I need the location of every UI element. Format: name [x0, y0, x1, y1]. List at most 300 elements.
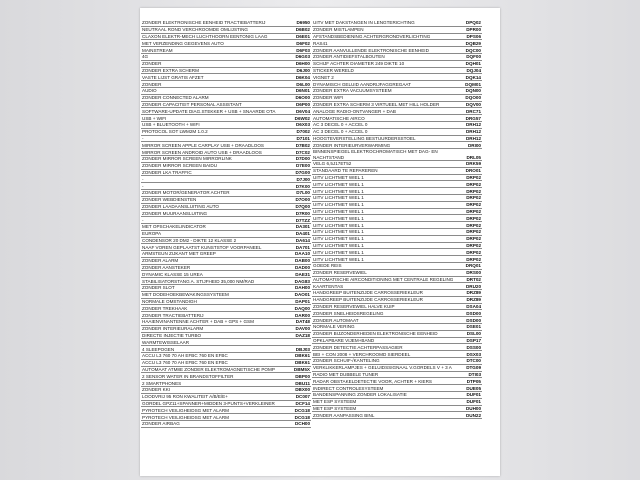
option-code: DQK14 [465, 74, 481, 80]
option-row [141, 170, 311, 177]
option-description: DIRECTE INJECTIE TURBO [142, 333, 202, 339]
option-row [141, 197, 311, 204]
option-description: INDIRECT CONTROLESYSTEEM [313, 385, 384, 391]
option-description: RADAR OBSTAKELDETECTIE VOOR, ACHTER + KIERS [313, 378, 432, 384]
option-description: STANDAARD TE REPAREREN [313, 168, 378, 174]
option-code: DAZ18 [295, 333, 310, 339]
option-row [141, 115, 311, 122]
option-row [141, 47, 311, 54]
option-description: GORDEL GPZ11+SPANNER+MIDDEN 3-PUNTS+VERKLEINER [142, 401, 275, 407]
option-row [312, 175, 482, 182]
option-row [312, 68, 482, 75]
option-description: PROTOCOL SOT LWM2M 1.0.2 [142, 129, 208, 135]
option-code: DUH00 [465, 406, 481, 412]
document-sheet [140, 8, 500, 476]
option-row [312, 243, 482, 250]
option-description: ARMSTEUN ZIJKANT MET GREEP [142, 251, 216, 257]
option-description: - [142, 176, 144, 182]
option-description: ZONDER MUURAANSLUITING [142, 210, 208, 216]
option-description: BINNENSPIEGEL ELEKTROCHROMATISCH MET DAG- EN NACHTSTAND [313, 149, 438, 160]
option-description: ACCU L3 760 70 AH EFBC 760 EN EFBC [142, 353, 228, 359]
option-description: ZONDER DETECTIE ACHTERPASSAGIER [313, 344, 403, 350]
option-description: ZONDER KKI [142, 387, 171, 393]
option-code: DQH01 [465, 61, 481, 67]
option-row [141, 34, 311, 41]
option-code: D6L00 [296, 81, 310, 87]
option-description: BANDENSPANNING ZONDER LOKALISATIE [313, 392, 407, 398]
option-row [312, 310, 482, 317]
option-code: D7O00 [295, 197, 310, 203]
option-row [312, 188, 482, 195]
option-description: ZONDER ELEKTRONISCHE EENHEID TRACTIEBATTERIJ [142, 20, 266, 26]
option-code: DA614 [295, 237, 310, 243]
option-row [312, 249, 482, 256]
option-description: ZONDER AUTOMAAT [313, 317, 359, 323]
option-row [312, 392, 482, 399]
option-description: MET DODEHOEKBEWAKINGSSYSTEEM [142, 292, 229, 298]
option-row [141, 292, 311, 299]
option-row [141, 339, 311, 346]
option-row [141, 88, 311, 95]
option-description: - [142, 217, 144, 223]
option-row [141, 204, 311, 211]
option-code: D6K04 [295, 74, 310, 80]
option-code: DRP02 [466, 249, 481, 255]
option-description: HANDGREEP BUITENZIJDE CARROSSERIEKLEUR [313, 297, 423, 303]
option-code: DAQ00 [294, 305, 310, 311]
option-code: DRP02 [466, 181, 481, 187]
option-code: DRP02 [466, 242, 481, 248]
option-code: DRI00 [467, 142, 481, 148]
option-row [141, 346, 311, 353]
option-description: ANALOGE RADIO-ONTVANGER + DAB [313, 108, 397, 114]
option-code: D7C02 [295, 149, 310, 155]
option-row [141, 61, 311, 68]
option-row [141, 353, 311, 360]
option-description: 4G [142, 54, 149, 60]
option-code: DSS00 [466, 344, 481, 350]
option-row [312, 215, 482, 222]
option-row [141, 224, 311, 231]
option-row [312, 304, 482, 311]
option-code: DRP02 [466, 208, 481, 214]
option-code: DQC00 [465, 47, 481, 53]
option-code: D7G00 [295, 169, 310, 175]
option-code: DBP00 [295, 373, 310, 379]
option-row [312, 331, 482, 338]
option-description: ZONDER SNELHEIDSREGELING [313, 310, 384, 316]
option-description: - [142, 183, 144, 189]
option-code: DAV00 [295, 326, 310, 332]
option-description: ZONDER LKA TRAFFIC [142, 169, 192, 175]
option-code: DRL05 [466, 154, 481, 160]
option-row [141, 326, 311, 333]
option-row [312, 385, 482, 392]
option-code: DRQ01 [465, 263, 481, 269]
option-row [141, 271, 311, 278]
option-description: HOOGTEVERSTELLING BESTUURDERSSTOEL [313, 135, 416, 141]
option-row [312, 88, 482, 95]
option-code: DAG83 [294, 278, 310, 284]
option-description: NORMALE VERING [313, 324, 355, 330]
option-row [141, 401, 311, 408]
option-code: DTP05 [466, 378, 481, 384]
option-code: D6F02 [296, 40, 310, 46]
option-code: DA401 [295, 231, 310, 237]
option-row [141, 176, 311, 183]
option-description: NAAF VOREN GEPLAATST KUNSTSTOF VOORPANEEL [142, 244, 262, 250]
option-code: D7D00 [295, 156, 310, 162]
option-description: ZONDER AANVULLENDE ELEKTRONISCHE EENHEID [313, 47, 429, 53]
option-row [312, 202, 482, 209]
option-description: UITV LICHTMET WIEL 1 [313, 222, 364, 228]
option-code: DRK59 [465, 161, 481, 167]
option-code: D7TZZ [295, 217, 310, 223]
option-description: AC 3 DECEL 0 + ACCEL 0 [313, 129, 368, 135]
option-code: DPS06 [466, 33, 481, 39]
option-description: STICKER WERELD [313, 67, 354, 73]
option-row [141, 333, 311, 340]
option-code: DCG18 [294, 407, 310, 413]
option-code: DBU11 [295, 380, 310, 386]
option-description: - [142, 135, 144, 141]
option-row [312, 102, 482, 109]
option-row [312, 256, 482, 263]
option-code: DRH12 [465, 129, 481, 135]
option-description: ZONDER AANPASSING BINL [313, 412, 375, 418]
option-description: ZONDER MIRROR SCREEN BAIDU [142, 163, 218, 169]
option-code: DCG18 [294, 414, 310, 420]
option-code: DSD00 [466, 317, 481, 323]
option-description: ZONDER RESERVEWIEL [313, 270, 367, 276]
option-description: ZONDER LAADAANSLUITING AUTO [142, 203, 220, 209]
option-code: DQN00 [465, 88, 481, 94]
option-description: ZONDER TREKHAAK [142, 305, 188, 311]
option-row [141, 319, 311, 326]
option-code: DAR00 [294, 312, 310, 318]
option-description: UITV LICHTMET WIEL 1 [313, 256, 364, 262]
option-description: GOEDE REIS [313, 263, 342, 269]
option-code: D6E01 [295, 33, 310, 39]
option-description: ZONDER INTERIEURALARM [142, 326, 204, 332]
option-row [312, 20, 482, 27]
option-row [141, 380, 311, 387]
option-row [141, 149, 311, 156]
option-description: DYNAMIC KLASSE 15 UREA [142, 271, 203, 277]
option-row [141, 27, 311, 34]
option-code: D6N01 [295, 88, 310, 94]
option-code: DRH12 [465, 122, 481, 128]
option-description: USB + BLUETOOTH + WIFI [142, 122, 200, 128]
option-row [141, 95, 311, 102]
option-row [141, 407, 311, 414]
option-code: D7002 [296, 129, 310, 135]
option-description: UITV LICHTMET WIEL 1 [313, 249, 364, 255]
option-code: D6W02 [294, 115, 310, 121]
option-description: AUTOMATISCHE AIRCO [313, 115, 365, 121]
option-code: DRP02 [466, 188, 481, 194]
option-description: UITV LICHTMET WIEL 1 [313, 174, 364, 180]
option-code: DQV00 [465, 101, 481, 107]
option-row [312, 270, 482, 277]
option-description: MAINSTREAM [142, 47, 173, 53]
option-row [141, 68, 311, 75]
option-code: DQF00 [466, 54, 481, 60]
option-description: UITV MET DAKSTANGEN IN LENGTERICHTING [313, 20, 415, 26]
option-row [312, 115, 482, 122]
option-description: MET ESP SYSTEEM [313, 406, 357, 412]
option-description: PYROTECH VEILIGHEIDSG MET ALARM [142, 414, 229, 420]
option-row [312, 358, 482, 365]
option-row [312, 229, 482, 236]
option-row [312, 54, 482, 61]
option-description: DYNAMISCH GELUID AANDRIJFAGGREGAAT [313, 81, 411, 87]
option-row [312, 142, 482, 149]
option-description: ZONDER BIJZONDERHEDEN ELEKTRONISCHE EENHEID [313, 331, 438, 337]
option-code: DSX03 [466, 351, 481, 357]
option-row [141, 414, 311, 421]
option-code: DQO00 [465, 95, 481, 101]
option-row [312, 236, 482, 243]
option-description: UITV LICHTMET WIEL 1 [313, 208, 364, 214]
option-code: D6G03 [295, 54, 310, 60]
option-description: UITV LICHTMET WIEL 1 [313, 229, 364, 235]
option-description: 2 SMARTPHONES [142, 380, 182, 386]
option-row [141, 265, 311, 272]
option-description: STABILISATORSTANG A. STIJFHEID 35,000 NM/RAD [142, 278, 255, 284]
option-description: NEUTRAAL ROND VERCHROOMDE OMLIJSTING [142, 27, 249, 33]
option-row [141, 142, 311, 149]
option-code: D6H00 [295, 61, 310, 67]
option-row [312, 149, 482, 161]
option-row [312, 283, 482, 290]
option-description: AUDIO [142, 88, 157, 94]
option-code: D6P00 [295, 101, 310, 107]
option-code: DRP02 [466, 236, 481, 242]
option-row [312, 122, 482, 129]
option-description: ACCU L3 760 70 AH EFBC 760 EN EFBC [142, 360, 228, 366]
option-row [141, 102, 311, 109]
option-code: DAE31 [295, 271, 310, 277]
option-description: AC 3 DECEL 0 + ACCEL 0 [313, 122, 368, 128]
option-code: DPQ02 [465, 20, 481, 26]
option-row [141, 183, 311, 190]
option-row [312, 61, 482, 68]
option-row [312, 406, 482, 413]
option-code: DRU20 [465, 283, 481, 289]
option-row [312, 290, 482, 297]
option-row [312, 372, 482, 379]
option-code: DBK61 [294, 353, 310, 359]
option-code: D6B02 [295, 27, 310, 33]
option-description: SOFTWARE-UPDATE DIAG.STEKKER + USB + SNAARDE OTA [142, 108, 276, 114]
option-code: DA701 [295, 244, 310, 250]
option-code: DAT48 [295, 319, 310, 325]
option-row [141, 40, 311, 47]
option-code: DQM01 [465, 81, 481, 87]
option-description: HANDGREEP BUITENZIJDE CARROSSERIEKLEUR [313, 290, 423, 296]
option-code: DUN22 [465, 412, 481, 418]
option-description: UITV LICHTMET WIEL 1 [313, 195, 364, 201]
option-row [312, 129, 482, 136]
option-description: ZONDER ALARM [142, 258, 179, 264]
option-description: 2 SENSOR WATER IN BRANDSTOFFILTER [142, 373, 234, 379]
option-description: ZONDER AIRBAG [142, 421, 180, 427]
option-code: DQJ04 [466, 67, 481, 73]
option-code: DRG57 [465, 115, 481, 121]
option-row [141, 122, 311, 129]
option-code: DRZ89 [466, 297, 481, 303]
option-code: DC007 [295, 394, 310, 400]
option-row [312, 338, 482, 345]
option-row [141, 258, 311, 265]
option-row [141, 231, 311, 238]
option-row [141, 108, 311, 115]
option-row [312, 136, 482, 143]
option-row [141, 299, 311, 306]
option-row [141, 74, 311, 81]
option-row [141, 190, 311, 197]
option-description: ZONDER [142, 81, 162, 87]
option-code: D7J00 [296, 176, 310, 182]
option-description: UITV LICHTMET WIEL 1 [313, 236, 364, 242]
option-code: DBK61 [294, 360, 310, 366]
option-code: DQB29 [465, 40, 481, 46]
option-row [141, 238, 311, 245]
option-description: NORMALE OMSTANDIGH [142, 299, 197, 305]
option-row [141, 20, 311, 27]
option-code: DCF14 [295, 401, 310, 407]
option-description: USB + WIFI [142, 115, 167, 121]
option-code: DBJ03 [295, 346, 310, 352]
option-description: ZONDER EXTRA SCHERM 3 VIRTUEEL MET HILL HOLDER [313, 101, 440, 107]
option-code: DUE05 [466, 385, 481, 391]
option-code: DSL00 [466, 331, 481, 337]
option-row [312, 95, 482, 102]
option-description: PYROTECH VEILIGHEIDSG MET ALARM [142, 407, 229, 413]
option-description: WARMTEWISSELAAR [142, 339, 190, 345]
option-row [141, 210, 311, 217]
option-row [312, 297, 482, 304]
option-description: ZONDER EXTRA SCHERM [142, 67, 199, 73]
option-description: EUROPA [142, 231, 162, 237]
option-description: ZONDER INTERIEURVERWARMING [313, 142, 391, 148]
option-description: UITV LICHTMET WIEL 1 [313, 202, 364, 208]
option-description: ZONDER TRACTIEBATTERIJ [142, 312, 204, 318]
option-code: DSD00 [466, 310, 481, 316]
option-row [141, 251, 311, 258]
option-description: KAARTENTAS [313, 283, 344, 289]
option-row [312, 222, 482, 229]
option-description: BEI + CON 2008 + VERCHROOMD SIERDEEL [313, 351, 411, 357]
option-row [141, 285, 311, 292]
option-code: DUF01 [466, 399, 481, 405]
option-row [141, 278, 311, 285]
option-code: D6V04 [295, 108, 310, 114]
option-code: DA301 [295, 224, 310, 230]
option-row [141, 136, 311, 143]
option-description: ZONDER CONNECTED ALARM [142, 95, 209, 101]
option-code: D6950 [296, 20, 310, 26]
option-description: ZONDER EXTRA VACUUMSYSTEEM [313, 88, 392, 94]
option-description: VERKLIKKERLAMPJES + GELUIDSSIGNAAL V.GORDELS V + 3 A [313, 365, 452, 371]
option-description: CLAXON ELEKTR-MECH LUCHTHOORN EENTONIG LAAG [142, 33, 268, 39]
option-description: MET OPSCHAKELINDICATOR [142, 224, 206, 230]
option-description: SCHIJF ACHTER DIAMETER 249 DIKTE 10 [313, 61, 405, 67]
option-code: DTG09 [466, 365, 481, 371]
option-code: DSP17 [466, 338, 481, 344]
option-row [141, 387, 311, 394]
option-code: DRZ89 [466, 290, 481, 296]
option-description: AUTOMATISCHE AIRCONDITIONING MET CENTRALE REGELING [313, 276, 454, 282]
option-description: UITV LICHTMET WIEL 1 [313, 181, 364, 187]
option-description: ZONDER RESERVEWIEL HALVE KUIP [313, 304, 395, 310]
option-row [312, 27, 482, 34]
option-row [141, 373, 311, 380]
option-description: ZONDER CAPACITEIT PERSONAL ASSISTANT [142, 101, 242, 107]
option-code: DAB00 [294, 258, 310, 264]
option-description: ZONDER WEBDIENSTEN [142, 197, 197, 203]
option-row [312, 161, 482, 168]
option-code: DRO01 [465, 168, 481, 174]
option-row [312, 317, 482, 324]
option-description: RAS41 [313, 40, 328, 46]
option-description: HAAIENVINANTENNE ACHTER + DAB + GPS + GSM [142, 319, 254, 325]
option-code: D7L00 [296, 190, 310, 196]
option-code: DPR00 [466, 27, 481, 33]
option-description: CONDENSOR 20 DM2 - DIKTE 12 KLASSE 2 [142, 237, 237, 243]
option-description: AFSTANDSBEDIENING ACHTERGRONDVERLICHTING [313, 33, 431, 39]
option-code: DAP01 [295, 299, 310, 305]
option-code: DRP02 [466, 229, 481, 235]
option-description: VASTE LIJST GRATIS AFZET [142, 74, 204, 80]
option-code: DRS00 [466, 270, 481, 276]
option-description: ZONDER MISTLAMPEN [313, 27, 364, 33]
option-description: UITV LICHTMET WIEL 1 [313, 215, 364, 221]
option-row [312, 351, 482, 358]
option-row [141, 81, 311, 88]
option-description: UITV LICHTMET WIEL 1 [313, 188, 364, 194]
option-row [141, 305, 311, 312]
option-row [312, 40, 482, 47]
option-row [312, 195, 482, 202]
option-code: DAO01 [294, 292, 310, 298]
option-code: D7B02 [295, 142, 310, 148]
option-code: DSE01 [466, 324, 481, 330]
option-row [141, 244, 311, 251]
option-row [312, 47, 482, 54]
option-code: D7Q00 [295, 203, 310, 209]
option-row [312, 81, 482, 88]
option-description: MET ESP SYSTEEM [313, 399, 357, 405]
option-code: DRP02 [466, 195, 481, 201]
option-row [312, 181, 482, 188]
option-code: DUF01 [466, 392, 481, 398]
option-code: DAH00 [294, 285, 310, 291]
option-row [312, 34, 482, 41]
option-code: D7R00 [295, 210, 310, 216]
option-code: D6F03 [296, 47, 310, 53]
option-code: D6O00 [295, 95, 310, 101]
option-code: DSA04 [466, 304, 481, 310]
option-row [312, 168, 482, 175]
option-code: DRP02 [466, 174, 481, 180]
option-code: DTC00 [466, 358, 481, 364]
option-description: MIRROR SCREEN APPLE CARPLAY USB + DRAADLOOS [142, 142, 264, 148]
option-row [312, 74, 482, 81]
option-description: OPKLAPBARE VIJEM+BAND [313, 338, 375, 344]
option-row [312, 324, 482, 331]
